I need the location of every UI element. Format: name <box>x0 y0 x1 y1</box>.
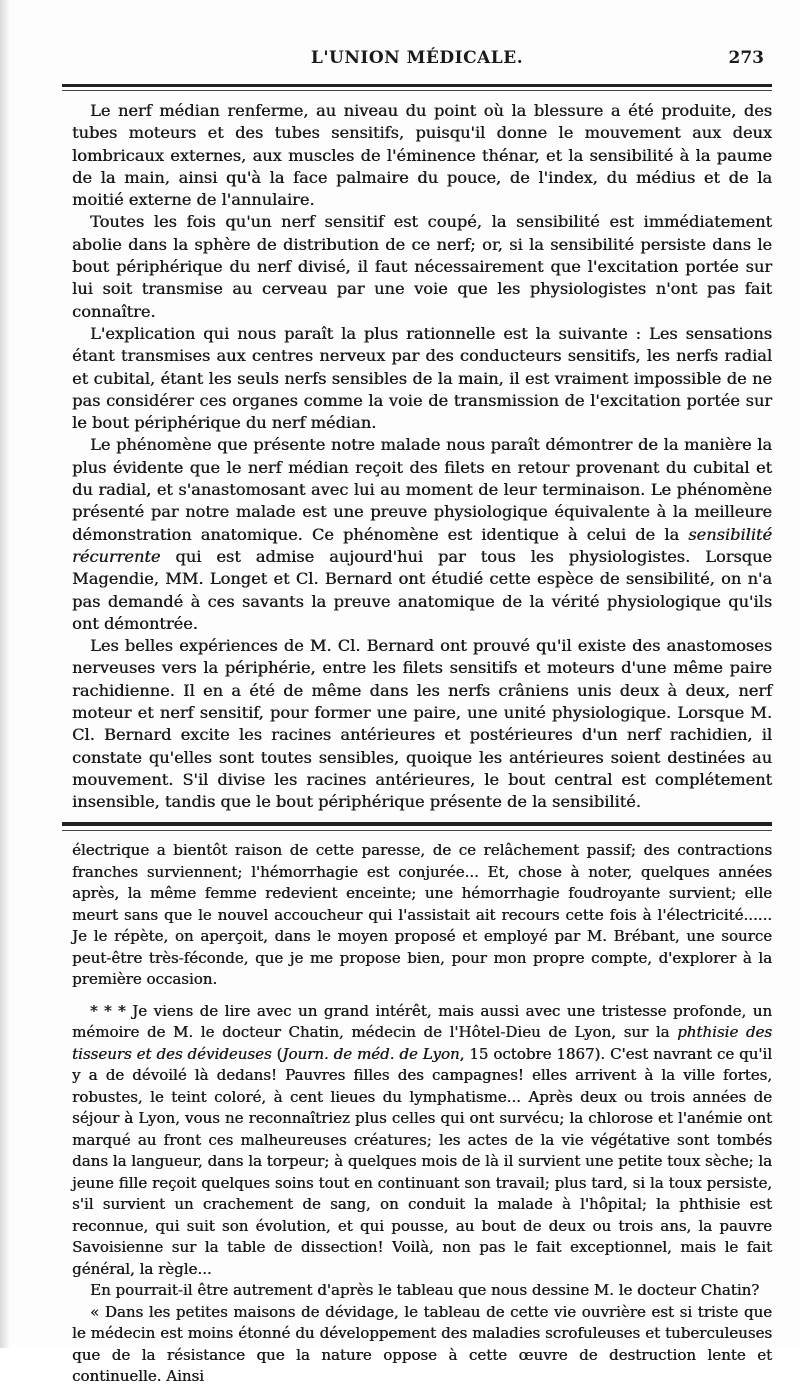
header-rule-thick <box>62 84 772 87</box>
feuilleton-paragraph-2 <box>72 1001 772 1281</box>
paragraph-spacer <box>72 991 772 1001</box>
page-shadow-edge <box>0 0 10 1348</box>
feuilleton-paragraph-3: En pourrait-il être autrement d'après le tableau que nous dessine M. le docteur Chatin? <box>90 1281 760 1299</box>
main-article <box>72 100 772 812</box>
asterism: * * * <box>90 1001 126 1020</box>
paragraph-5: Les belles expériences de M. Cl. Bernard ont prouvé qu'il existe des anastomoses nerveuses vers la périphérie, entre les filets sensitifs et moteurs d'une même paire rachidienne. Il en a été de même dans les nerfs crâniens unis deux à deux, nerf moteur et nerf sensitif, pour former une paire, une unité physiologique. Lorsque M. Cl. Bernard excite les racines antérieures et postérieures d'un nerf rachidien, il constate qu'elles sont toutes sensibles, quoique les antérieures soient destinées au mouvement. S'il divise les racines antérieures, le bout central est complétement insensible, tandis que le bout périphérique présente de la sensibilité. <box>72 636 772 812</box>
feuilleton-section <box>72 840 772 1385</box>
header-rule-thin <box>62 90 772 91</box>
feuilleton-rule-thin <box>62 830 772 831</box>
feuilleton-paragraph-1: électrique a bientôt raison de cette paresse, de ce relâchement passif; des contractions franches surviennent; l'hémorrhagie est conjurée... Et, chose à noter, quelques années après, la même femme redevient enceinte; une hémorrhagie foudroyante survient; elle meurt sans que le nouvel accoucheur qui l'assistait ait recours cette fois à l'électricité...... Je le répète, on aperçoit, dans le moyen proposé et employé par M. Brébant, une source peut-être très-féconde, que je me propose bien, pour mon propre compte, d'explorer à la première occasion. <box>72 841 772 988</box>
paragraph-4-italic: sensibilité récurrente <box>72 524 772 566</box>
paragraph-4-text-a: Le phénomène que présente notre malade nous paraît démontrer de la manière la plus évidente que le nerf médian reçoit des filets en retour provenant du cubital et du radial, et s'anastomosant avec lui au moment de leur terminaison. Le phénomène présenté par notre malade est une preuve physiologique équivalente à la meilleure démonstration anatomique. Ce phénomène est identique à celui de la <box>72 435 772 544</box>
feuilleton-paragraph-2-text-b: ( <box>271 1044 283 1063</box>
paragraph-2: Toutes les fois qu'un nerf sensitif est coupé, la sensibilité est immédiatement abolie dans la sphère de distribution de ce nerf; or, si la sensibilité persiste dans le bout périphérique du nerf divisé, il faut nécessairement que l'excitation portée sur lui soit transmise au cerveau par une voie que les physiologistes n'ont pas fait connaître. <box>72 212 772 321</box>
feuilleton-paragraph-2-text-c: , 15 octobre 1867). C'est navrant ce qu'il y a de dévoilé là dedans! Pauvres filles des campagnes! elles arrivent à la ville fortes, robustes, le teint coloré, à cent lieues du lymphatisme... Après deux ou trois années de séjour à Lyon, vous ne reconnaîtriez plus celles qui ont survécu; la chlorose et l'anémie ont marqué au front ces malheureuses créatures; les actes de la vie végétative sont tombés dans la langueur, dans la torpeur; à quelques mois de là il survient une petite toux sèche; la jeune fille reçoit quelques soins tout en continuant son travail; plus tard, si la toux persiste, s'il survient un crachement de sang, on conduit la malade à l'hôpital; la phthisie est reconnue, qui suit son évolution, et qui pousse, au bout de deux ou trois ans, la pauvre Savoisienne sur la table de dissection! Voilà, non pas le fait exceptionnel, mais le fait général, la règle... <box>72 1044 772 1278</box>
feuilleton-rule-thick <box>62 822 772 826</box>
page-number: 273 <box>728 48 764 68</box>
paragraph-4-text-b: qui est admise aujourd'hui par tous les physiologistes. Lorsque Magendie, MM. Longet et Cl. Bernard ont étudié cette espèce de sensibilité, on n'a pas demandé à ces savants la preuve anatomique de la vérité physiologique qu'ils ont démontrée. <box>72 546 772 633</box>
feuilleton-paragraph-2-italic-journal: Journ. de méd. de Lyon <box>282 1044 460 1063</box>
paragraph-3: L'explication qui nous paraît la plus rationnelle est la suivante : Les sensations étant transmises aux centres nerveux par des conducteurs sensitifs, les nerfs radial et cubital, étant les seuls nerfs sensibles de la main, il est vraiment impossible de ne pas considérer ces organes comme la voie de transmission de l'excitation portée sur le bout périphérique du nerf médian. <box>72 323 772 433</box>
page-header <box>62 44 772 84</box>
paragraph-4 <box>72 434 772 635</box>
feuilleton-paragraph-2-text-a: Je viens de lire avec un grand intérêt, mais aussi avec une tristesse profonde, un mémoire de M. le docteur Chatin, médecin de l'Hôtel-Dieu de Lyon, sur la <box>72 1001 772 1041</box>
feuilleton-paragraph-4: « Dans les petites maisons de dévidage, le tableau de cette vie ouvrière est si triste que le médecin est moins étonné du développement des maladies scrofuleuses et tuberculeuses que de la résistance que la nature oppose à cette œuvre de destruction lente et continuelle. Ainsi <box>72 1302 772 1385</box>
running-title: L'UNION MÉDICALE. <box>310 48 524 68</box>
feuilleton-paragraph-2-italic-title: phthisie des tisseurs et des dévideuses <box>72 1023 772 1063</box>
paragraph-1: Le nerf médian renferme, au niveau du point où la blessure a été produite, des tubes moteurs et des tubes sensitifs, puisqu'il donne le mouvement aux deux lombricaux externes, aux muscles de l'éminence thénar, et la sensibilité à la paume de la main, ainsi qu'à la face palmaire du pouce, de l'index, du médius et de la moitié externe de l'annulaire. <box>72 101 772 210</box>
